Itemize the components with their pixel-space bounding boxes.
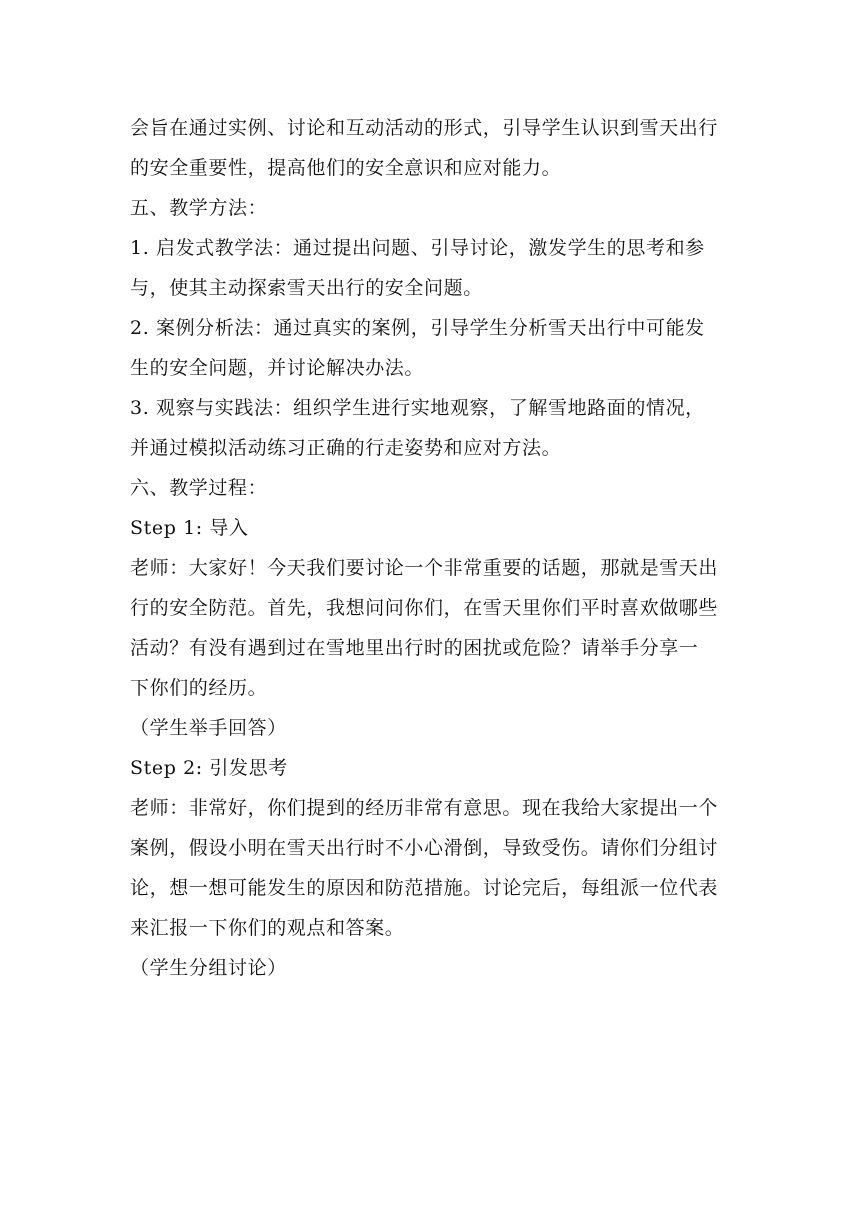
method-3-line-1: 3. 观察与实践法：组织学生进行实地观察，了解雪地路面的情况， [130, 397, 705, 419]
step-2-heading: Step 2: 引发思考 [130, 757, 288, 779]
paragraph-intro-line-2: 的安全重要性，提高他们的安全意识和应对能力。 [130, 157, 562, 179]
section-heading-teaching-methods: 五、教学方法： [130, 197, 268, 219]
teacher-speech-2-line-1: 老师：非常好，你们提到的经历非常有意思。现在我给大家提出一个 [130, 797, 719, 819]
method-1-line-1: 1. 启发式教学法：通过提出问题、引导讨论，激发学生的思考和参 [130, 237, 705, 259]
method-2-line-1: 2. 案例分析法：通过真实的案例，引导学生分析雪天出行中可能发 [130, 317, 705, 339]
teacher-speech-1-line-2: 行的安全防范。首先，我想问问你们，在雪天里你们平时喜欢做哪些 [130, 597, 719, 619]
paragraph-intro-line-1: 会旨在通过实例、讨论和互动活动的形式，引导学生认识到雪天出行 [130, 117, 719, 139]
step-1-heading: Step 1: 导入 [130, 517, 249, 539]
student-action-2: （学生分组讨论） [130, 957, 287, 979]
teacher-speech-2-line-3: 论，想一想可能发生的原因和防范措施。讨论完后，每组派一位代表 [130, 877, 719, 899]
student-action-1: （学生举手回答） [130, 717, 287, 739]
method-2-line-2: 生的安全问题，并讨论解决办法。 [130, 357, 425, 379]
teacher-speech-1-line-3: 活动？有没有遇到过在雪地里出行时的困扰或危险？请举手分享一 [130, 637, 699, 659]
document-page [130, 108, 735, 988]
teacher-speech-1-line-4: 下你们的经历。 [130, 677, 268, 699]
teacher-speech-2-line-2: 案例，假设小明在雪天出行时不小心滑倒，导致受伤。请你们分组讨 [130, 837, 719, 859]
method-3-line-2: 并通过模拟活动练习正确的行走姿势和应对方法。 [130, 437, 562, 459]
teacher-speech-2-line-4: 来汇报一下你们的观点和答案。 [130, 917, 405, 939]
section-heading-teaching-process: 六、教学过程： [130, 477, 268, 499]
method-1-line-2: 与，使其主动探索雪天出行的安全问题。 [130, 277, 483, 299]
teacher-speech-1-line-1: 老师：大家好！今天我们要讨论一个非常重要的话题，那就是雪天出 [130, 557, 719, 579]
